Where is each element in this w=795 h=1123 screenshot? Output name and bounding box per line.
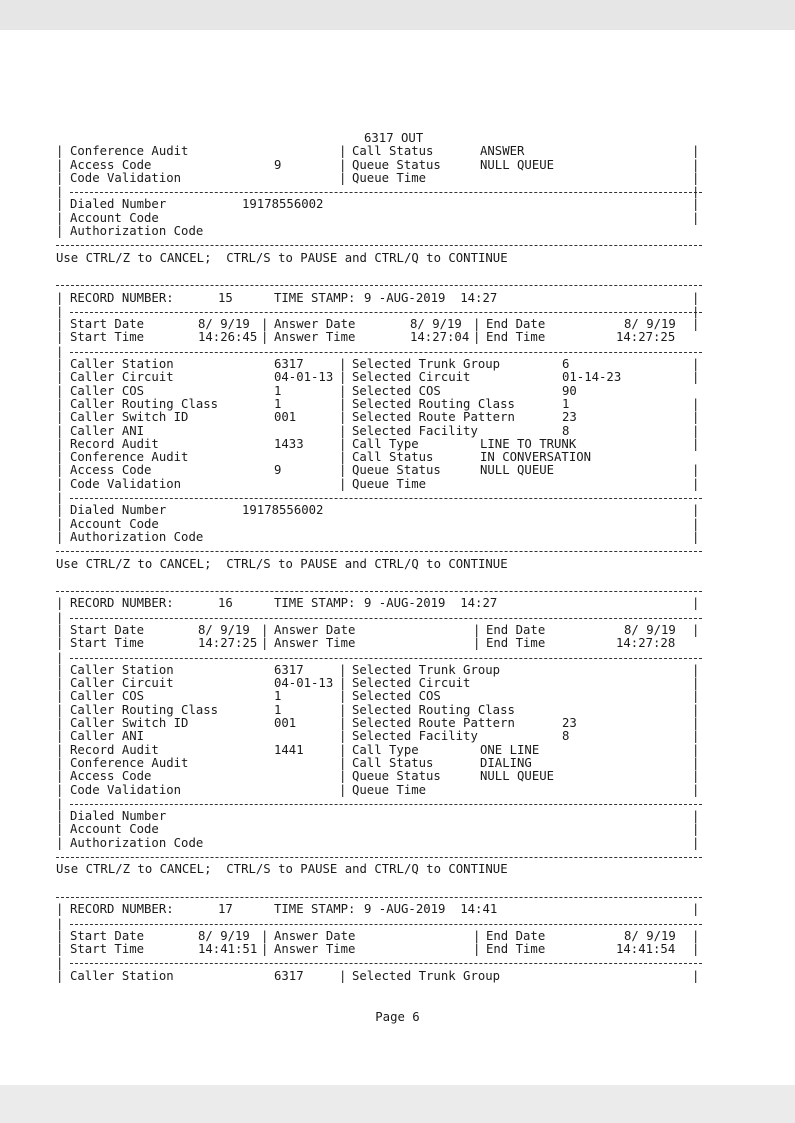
caller-cos-value: 1	[274, 383, 282, 398]
caller-cos-label: Caller COS	[70, 383, 145, 398]
divider	[56, 584, 706, 597]
queue-time-label: Queue Time	[352, 170, 427, 185]
selected-trunk-group-value: 6	[562, 357, 570, 372]
divider: |	[56, 917, 706, 930]
account-code-label: Account Code	[70, 822, 159, 837]
caller-station-value: 6317	[274, 357, 304, 372]
record-number-label: RECORD NUMBER:	[70, 902, 174, 917]
divider: |	[56, 651, 706, 664]
caller-ani-label: Caller ANI	[70, 423, 145, 438]
call-status-label: Call Status	[352, 450, 434, 465]
start-date-label: Start Date	[70, 317, 145, 332]
partial-record: 6317 OUT | Conference Audit | Call Status ANSWER | | Access Code 9 | Queue Status NULL QUEUE | | Code Validation | Queue Time | | | | Dialed Number 19178556002 | | Account Code | | Authorization Code	[56, 132, 706, 252]
selected-routing-class-value: 1	[562, 396, 570, 411]
record-number-value: 16	[218, 596, 233, 611]
record-audit-label: Record Audit	[70, 742, 159, 757]
end-date-label: End Date	[486, 317, 546, 332]
selected-cos-label: Selected COS	[352, 689, 441, 704]
divider	[56, 238, 706, 251]
cancel-notice: Use CTRL/Z to CANCEL; CTRL/S to PAUSE and CTRL/Q to CONTINUE	[56, 862, 508, 877]
caller-circuit-label: Caller Circuit	[70, 370, 174, 385]
start-time-value: 14:41:51	[198, 942, 258, 957]
call-status-value: ANSWER	[480, 144, 525, 159]
conference-audit-label: Conference Audit	[70, 450, 189, 465]
caller-station-label: Caller Station	[70, 662, 174, 677]
cdr-report	[56, 132, 706, 983]
selected-trunk-group-label: Selected Trunk Group	[352, 357, 501, 372]
dialed-number-label: Dialed Number	[70, 809, 167, 824]
caller-switch-id-value: 001	[274, 410, 297, 425]
start-time-value: 14:27:25	[198, 636, 258, 651]
record-number-value: 17	[218, 902, 233, 917]
queue-status-value: NULL QUEUE	[480, 157, 555, 172]
caller-station-label: Caller Station	[70, 968, 174, 983]
caller-switch-id-label: Caller Switch ID	[70, 410, 189, 425]
selected-trunk-group-label: Selected Trunk Group	[352, 968, 501, 983]
end-time-label: End Time	[486, 942, 546, 957]
divider: | |	[56, 185, 706, 198]
answer-date-label: Answer Date	[274, 317, 356, 332]
divider	[56, 544, 706, 557]
record-number-label: RECORD NUMBER:	[70, 290, 174, 305]
record-16: | RECORD NUMBER: 16 TIME STAMP: 9 -AUG-2019 14:27 | | | Start Date 8/ 9/19 | Answer Date | End Date 8/ 9/19 | | Start Time 14:27:25 | Answer Time | End Time 14:27:28 | | Caller Station 6317 | Selected Trunk Group | | Caller Circuit 04-01-13 | Selected Circuit | | Caller COS 1 | Selected COS | | Caller Routing Class 1 | Selected Routing Class | | Caller Switch ID 001 | Selected Route Pattern 23 | | Caller ANI | Selected Facility 8 | | Record Audit 1441 | Call Type ONE LINE | | Conference Audit | Call Status DIALING | | Access Code | Queue Status NULL QUEUE | | Code Validation | Queue Time | | | Dialed Number | | Account Code | | Authorization Code |	[56, 584, 706, 863]
authorization-code-label: Authorization Code	[70, 529, 204, 544]
access-code-value: 9	[274, 463, 282, 478]
end-date-value: 8/ 9/19	[624, 928, 676, 943]
cancel-notice: Use CTRL/Z to CANCEL; CTRL/S to PAUSE and CTRL/Q to CONTINUE	[56, 556, 508, 571]
answer-date-label: Answer Date	[274, 622, 356, 637]
caller-cos-value: 1	[274, 689, 282, 704]
access-code-label: Access Code	[70, 157, 152, 172]
selected-routing-class-label: Selected Routing Class	[352, 396, 515, 411]
queue-status-value: NULL QUEUE	[480, 769, 555, 784]
end-time-value: 14:27:25	[616, 330, 676, 345]
record-15: | RECORD NUMBER: 15 TIME STAMP: 9 -AUG-2019 14:27 | | | | Start Date 8/ 9/19 | Answer Date 8/ 9/19 | End Date 8/ 9/19 | | Start Time 14:26:45 | Answer Time 14:27:04 | End Time 14:27:25 | | Caller Station 6317 | Selected Trunk Group 6 | | Caller Circuit 04-01-13 | Selected Circuit 01-14-23 | | Caller COS 1 | Selected COS 90 | Caller Routing Class 1 | Selected Routing Class 1 | | Caller Switch ID 001 | Selected Route Pattern 23 | | Caller ANI | Selected Facility 8 | | Record Audit 1433 | Call Type LINE TO TRUNK | | Conference Audit | Call Status IN CONVERSATION | Access Code 9 | Queue Status NULL QUEUE | | Code Validation | Queue Time | | | Dialed Number 19178556002 | | Account Code | | Authorization Code |	[56, 278, 706, 557]
caller-ani-label: Caller ANI	[70, 729, 145, 744]
end-date-label: End Date	[486, 622, 546, 637]
end-date-value: 8/ 9/19	[624, 622, 676, 637]
call-type-label: Call Type	[352, 436, 419, 451]
divider: |	[56, 956, 706, 969]
start-time-label: Start Time	[70, 330, 145, 345]
time-stamp-value: 9 -AUG-2019 14:41	[364, 902, 498, 917]
caller-station-value: 6317	[274, 662, 304, 677]
start-date-label: Start Date	[70, 622, 145, 637]
divider	[56, 850, 706, 863]
divider	[56, 890, 706, 903]
caller-circuit-value: 04-01-13	[274, 370, 334, 385]
caller-switch-id-value: 001	[274, 716, 297, 731]
answer-time-label: Answer Time	[274, 636, 356, 651]
dialed-number-value: 19178556002	[242, 197, 324, 212]
selected-facility-label: Selected Facility	[352, 423, 478, 438]
call-status-label: Call Status	[352, 144, 434, 159]
selected-facility-label: Selected Facility	[352, 729, 478, 744]
answer-date-label: Answer Date	[274, 928, 356, 943]
record-audit-value: 1441	[274, 742, 304, 757]
call-status-label: Call Status	[352, 755, 434, 770]
selected-circuit-label: Selected Circuit	[352, 370, 471, 385]
caller-routing-class-label: Caller Routing Class	[70, 396, 219, 411]
caller-station-value: 6317	[274, 968, 304, 983]
selected-circuit-label: Selected Circuit	[352, 676, 471, 691]
selected-route-pattern-label: Selected Route Pattern	[352, 716, 515, 731]
selected-route-pattern-label: Selected Route Pattern	[352, 410, 515, 425]
facility-value: 6317 OUT	[364, 131, 424, 145]
divider: | |	[56, 305, 706, 318]
end-date-value: 8/ 9/19	[624, 317, 676, 332]
time-stamp-label: TIME STAMP:	[274, 290, 356, 305]
conference-audit-label: Conference Audit	[70, 144, 189, 159]
selected-route-pattern-value: 23	[562, 716, 577, 731]
divider: |	[56, 611, 706, 624]
answer-time-value: 14:27:04	[410, 330, 470, 345]
queue-status-label: Queue Status	[352, 157, 441, 172]
caller-routing-class-value: 1	[274, 702, 282, 717]
code-validation-label: Code Validation	[70, 782, 182, 797]
scan-edge-bottom	[0, 1085, 795, 1123]
record-number-value: 15	[218, 290, 233, 305]
call-type-label: Call Type	[352, 742, 419, 757]
record-number-label: RECORD NUMBER:	[70, 596, 174, 611]
queue-time-label: Queue Time	[352, 782, 427, 797]
end-time-value: 14:27:28	[616, 636, 676, 651]
caller-station-label: Caller Station	[70, 357, 174, 372]
cancel-notice: Use CTRL/Z to CANCEL; CTRL/S to PAUSE and CTRL/Q to CONTINUE	[56, 250, 508, 265]
divider: |	[56, 345, 706, 358]
end-time-label: End Time	[486, 636, 546, 651]
divider: |	[56, 491, 706, 504]
answer-date-value: 8/ 9/19	[410, 317, 462, 332]
selected-facility-value: 8	[562, 729, 570, 744]
divider: |	[56, 797, 706, 810]
conference-audit-label: Conference Audit	[70, 755, 189, 770]
access-code-value: 9	[274, 157, 282, 172]
caller-circuit-label: Caller Circuit	[70, 676, 174, 691]
page-number: Page 6	[375, 1010, 420, 1024]
account-code-label: Account Code	[70, 516, 159, 531]
call-status-value: IN CONVERSATION	[480, 450, 592, 465]
code-validation-label: Code Validation	[70, 170, 182, 185]
call-type-value: ONE LINE	[480, 742, 540, 757]
time-stamp-value: 9 -AUG-2019 14:27	[364, 596, 498, 611]
queue-status-label: Queue Status	[352, 769, 441, 784]
authorization-code-label: Authorization Code	[70, 835, 204, 850]
time-stamp-label: TIME STAMP:	[274, 902, 356, 917]
start-time-label: Start Time	[70, 942, 145, 957]
answer-time-label: Answer Time	[274, 942, 356, 957]
dialed-number-value: 19178556002	[242, 503, 324, 518]
selected-routing-class-label: Selected Routing Class	[352, 702, 515, 717]
divider	[56, 278, 706, 291]
end-time-label: End Time	[486, 330, 546, 345]
dialed-number-label: Dialed Number	[70, 197, 167, 212]
caller-switch-id-label: Caller Switch ID	[70, 716, 189, 731]
record-17: | RECORD NUMBER: 17 TIME STAMP: 9 -AUG-2019 14:41 | | | Start Date 8/ 9/19 | Answer Date | End Date 8/ 9/19 | | Start Time 14:41:51 | Answer Time | End Time 14:41:54 | | | Caller Station 6317 | Selected Trunk Group |	[56, 890, 706, 983]
selected-circuit-value: 01-14-23	[562, 370, 622, 385]
code-validation-label: Code Validation	[70, 476, 182, 491]
queue-time-label: Queue Time	[352, 476, 427, 491]
account-code-label: Account Code	[70, 210, 159, 225]
selected-facility-value: 8	[562, 423, 570, 438]
time-stamp-value: 9 -AUG-2019 14:27	[364, 290, 498, 305]
answer-time-label: Answer Time	[274, 330, 356, 345]
call-type-value: LINE TO TRUNK	[480, 436, 577, 451]
call-status-value: DIALING	[480, 755, 532, 770]
access-code-label: Access Code	[70, 463, 152, 478]
queue-status-value: NULL QUEUE	[480, 463, 555, 478]
selected-cos-label: Selected COS	[352, 383, 441, 398]
caller-circuit-value: 04-01-13	[274, 676, 334, 691]
caller-routing-class-label: Caller Routing Class	[70, 702, 219, 717]
access-code-label: Access Code	[70, 769, 152, 784]
queue-status-label: Queue Status	[352, 463, 441, 478]
selected-cos-value: 90	[562, 383, 577, 398]
end-time-value: 14:41:54	[616, 942, 676, 957]
caller-cos-label: Caller COS	[70, 689, 145, 704]
start-date-value: 8/ 9/19	[198, 928, 250, 943]
record-audit-label: Record Audit	[70, 436, 159, 451]
dialed-number-label: Dialed Number	[70, 503, 167, 518]
start-time-value: 14:26:45	[198, 330, 258, 345]
time-stamp-label: TIME STAMP:	[274, 596, 356, 611]
start-date-value: 8/ 9/19	[198, 317, 250, 332]
start-time-label: Start Time	[70, 636, 145, 651]
selected-route-pattern-value: 23	[562, 410, 577, 425]
record-audit-value: 1433	[274, 436, 304, 451]
scan-edge-top	[0, 0, 795, 30]
end-date-label: End Date	[486, 928, 546, 943]
caller-routing-class-value: 1	[274, 396, 282, 411]
selected-trunk-group-label: Selected Trunk Group	[352, 662, 501, 677]
start-date-label: Start Date	[70, 928, 145, 943]
authorization-code-label: Authorization Code	[70, 224, 204, 239]
start-date-value: 8/ 9/19	[198, 622, 250, 637]
